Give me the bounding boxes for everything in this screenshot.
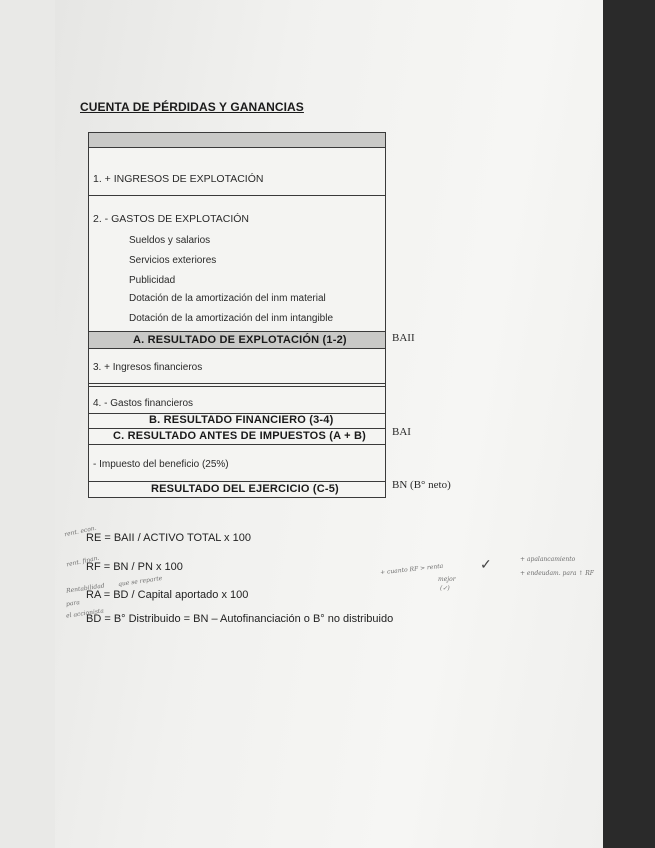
row-impuesto: - Impuesto del beneficio (25%): [93, 459, 229, 470]
row-divider: [89, 147, 385, 148]
handwritten-ra-note-3: el accionista: [65, 607, 105, 620]
handwritten-far-note-1: + apalancamiento: [520, 556, 576, 563]
formula-bd: BD = B° Distribuido = BN – Autofinanciación o B° no distribuido: [86, 613, 394, 625]
formula-rf: RF = BN / PN x 100: [86, 561, 183, 573]
row-divider: [89, 383, 385, 384]
side-label-baii: BAII: [392, 332, 415, 344]
formula-ra: RA = BD / Capital aportado x 100: [86, 589, 249, 601]
handwritten-right-note-2: mejor: [438, 576, 456, 583]
side-label-bn: BN (B° neto): [392, 479, 451, 491]
handwritten-far-note-2: + endeudam. para ↑ RF: [520, 570, 594, 577]
document-title: CUENTA DE PÉRDIDAS Y GANANCIAS: [80, 100, 304, 114]
resultado-explotacion-label: A. RESULTADO DE EXPLOTACIÓN (1-2): [133, 334, 347, 346]
row-divider: [89, 444, 385, 445]
row-divider: [89, 386, 385, 387]
side-label-bai: BAI: [392, 426, 411, 438]
row-gastos-financieros: 4. - Gastos financieros: [93, 398, 194, 409]
background-right: [605, 0, 655, 848]
handwritten-re-note: rent. econ.: [63, 524, 98, 539]
row-resultado-ejercicio: RESULTADO DEL EJERCICIO (C-5): [151, 483, 339, 495]
row-ingresos-explotacion: 1. + INGRESOS DE EXPLOTACIÓN: [93, 173, 264, 185]
gastos-item-amort-intangible: Dotación de la amortización del inm intangible: [129, 313, 334, 324]
gastos-item-sueldos: Sueldos y salarios: [129, 235, 211, 246]
handwritten-rf-note: rent. finan.: [65, 554, 101, 569]
handwritten-ra-note-2: para: [65, 599, 81, 608]
row-divider: [89, 481, 385, 482]
handwritten-ra-note-1: Rentabilidad: [65, 582, 106, 595]
row-divider: [89, 428, 385, 429]
table-header-band: [89, 133, 385, 147]
row-resultado-antes-impuestos: C. RESULTADO ANTES DE IMPUESTOS (A + B): [113, 430, 366, 442]
row-divider: [89, 195, 385, 196]
gastos-item-publicidad: Publicidad: [129, 275, 176, 286]
handwritten-ra-note-4: que se reparte: [117, 574, 163, 589]
row-resultado-explotacion: [89, 331, 385, 349]
background-left: [0, 0, 55, 848]
gastos-item-amort-material: Dotación de la amortización del inm material: [129, 293, 326, 304]
row-ingresos-financieros: 3. + Ingresos financieros: [93, 362, 203, 373]
handwritten-right-note-3: (✓): [440, 585, 450, 592]
gastos-item-servicios: Servicios exteriores: [129, 255, 217, 266]
row-gastos-explotacion: 2. - GASTOS DE EXPLOTACIÓN: [93, 213, 249, 225]
income-statement-table: [88, 132, 386, 498]
row-resultado-financiero: B. RESULTADO FINANCIERO (3-4): [149, 414, 334, 426]
handwritten-right-note-1: + cuanto RF > renta: [379, 562, 444, 577]
formula-re: RE = BAII / ACTIVO TOTAL x 100: [86, 532, 251, 544]
checkmark-icon: ✓: [480, 556, 492, 572]
